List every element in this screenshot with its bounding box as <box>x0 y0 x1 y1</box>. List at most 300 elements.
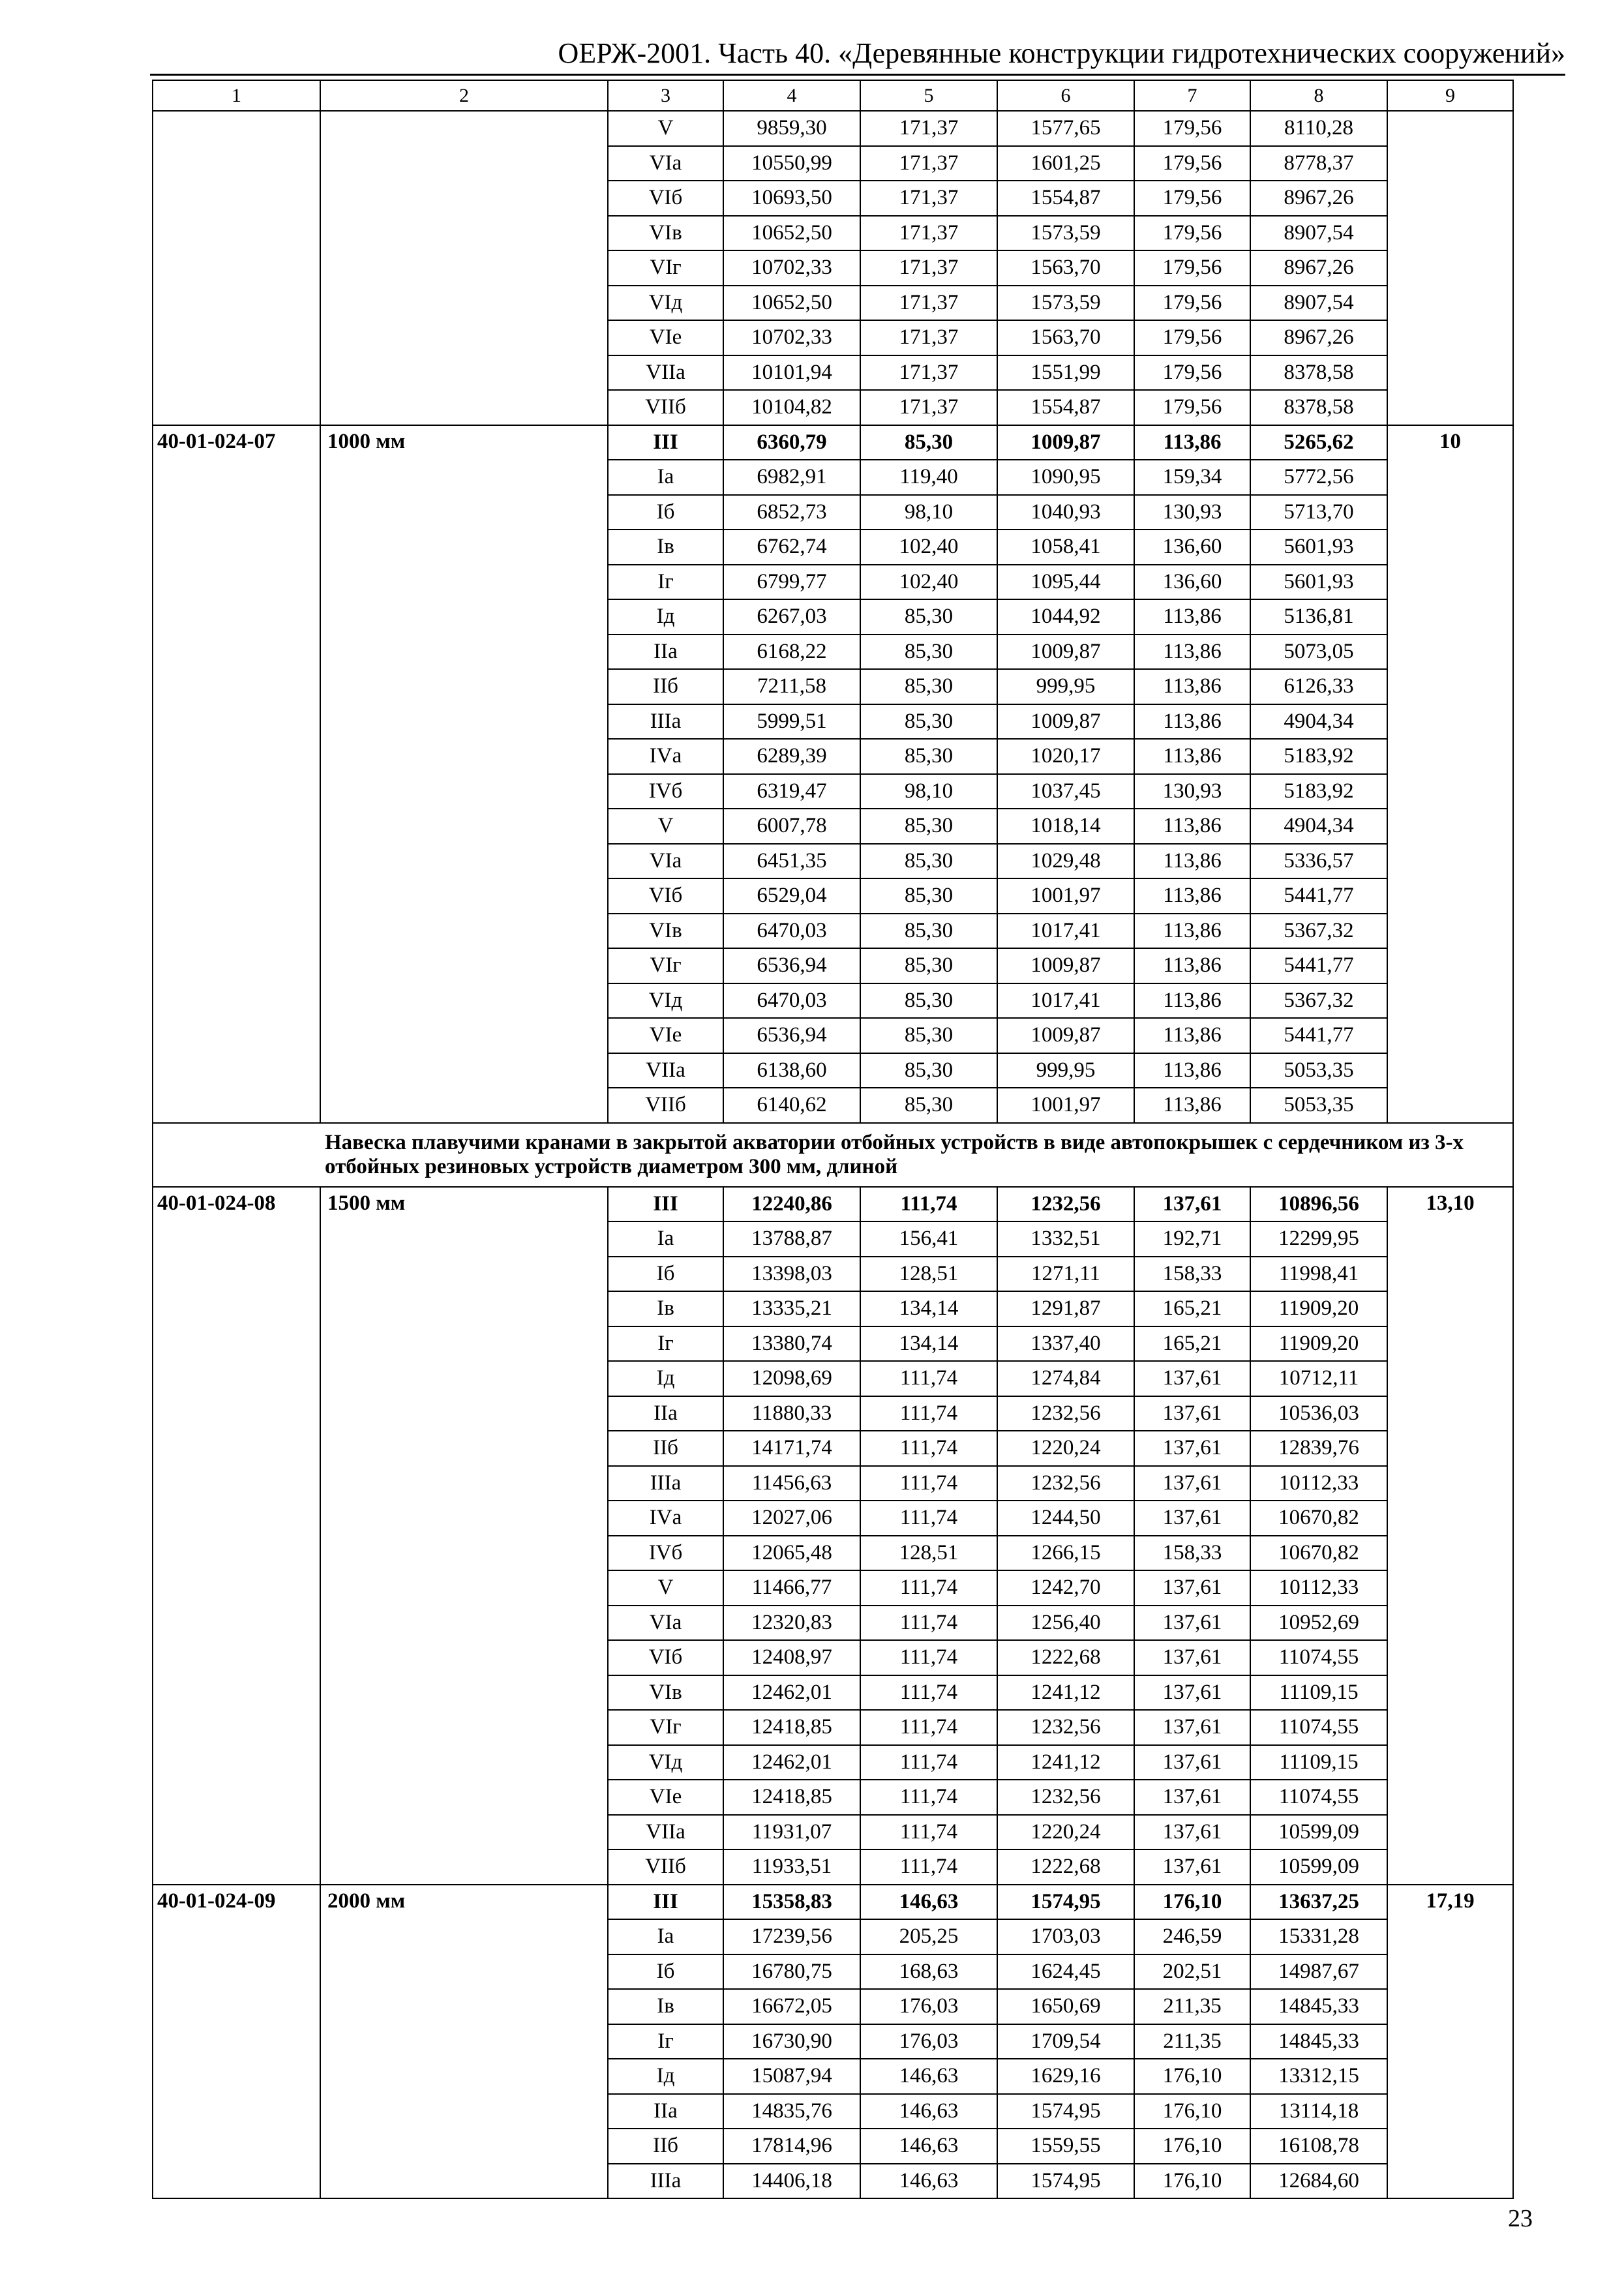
value-cell: 8907,54 <box>1250 286 1387 321</box>
value-cell: 137,61 <box>1134 1745 1250 1780</box>
value-cell: 1337,40 <box>997 1326 1134 1362</box>
value-cell: 137,61 <box>1134 1640 1250 1675</box>
value-cell: 128,51 <box>860 1257 997 1292</box>
value-cell: 137,61 <box>1134 1849 1250 1885</box>
value-cell: 1018,14 <box>997 809 1134 844</box>
value-cell: 10112,33 <box>1250 1466 1387 1501</box>
value-cell: 113,86 <box>1134 669 1250 704</box>
zone-cell: III <box>608 425 723 460</box>
zone-cell: III <box>608 1187 723 1222</box>
value-cell: 1624,45 <box>997 1954 1134 1990</box>
value-cell: 10550,99 <box>723 146 860 181</box>
value-cell: 6852,73 <box>723 495 860 530</box>
value-cell: 113,86 <box>1134 599 1250 635</box>
value-cell: 113,86 <box>1134 844 1250 879</box>
zone-cell: VIе <box>608 1780 723 1815</box>
rate-coefficient: 10 <box>1387 425 1513 1123</box>
value-cell: 14845,33 <box>1250 2024 1387 2059</box>
value-cell: 10101,94 <box>723 355 860 391</box>
zone-cell: IVа <box>608 739 723 774</box>
column-number-cell: 2 <box>320 80 608 111</box>
value-cell: 85,30 <box>860 983 997 1019</box>
value-cell: 171,37 <box>860 146 997 181</box>
blank-coef-cell <box>1387 111 1513 425</box>
value-cell: 146,63 <box>860 2164 997 2199</box>
value-cell: 1232,56 <box>997 1780 1134 1815</box>
table-row <box>153 425 1513 460</box>
value-cell: 8967,26 <box>1250 320 1387 355</box>
value-cell: 5713,70 <box>1250 495 1387 530</box>
value-cell: 134,14 <box>860 1326 997 1362</box>
value-cell: 12098,69 <box>723 1361 860 1396</box>
value-cell: 171,37 <box>860 181 997 216</box>
value-cell: 10104,82 <box>723 390 860 425</box>
value-cell: 146,63 <box>860 1885 997 1920</box>
value-cell: 16730,90 <box>723 2024 860 2059</box>
value-cell: 111,74 <box>860 1501 997 1536</box>
value-cell: 13637,25 <box>1250 1885 1387 1920</box>
value-cell: 85,30 <box>860 669 997 704</box>
value-cell: 8967,26 <box>1250 181 1387 216</box>
value-cell: 179,56 <box>1134 146 1250 181</box>
zone-cell: Iд <box>608 599 723 635</box>
header-rule <box>150 74 1565 76</box>
zone-cell: Iг <box>608 565 723 600</box>
value-cell: 8378,58 <box>1250 355 1387 391</box>
value-cell: 176,10 <box>1134 2094 1250 2129</box>
zone-cell: Iб <box>608 1954 723 1990</box>
value-cell: 1266,15 <box>997 1536 1134 1571</box>
value-cell: 85,30 <box>860 739 997 774</box>
value-cell: 137,61 <box>1134 1431 1250 1466</box>
zone-cell: VIв <box>608 914 723 949</box>
value-cell: 5183,92 <box>1250 774 1387 809</box>
value-cell: 5073,05 <box>1250 635 1387 670</box>
value-cell: 5999,51 <box>723 704 860 740</box>
value-cell: 136,60 <box>1134 530 1250 565</box>
zone-cell: VIе <box>608 1018 723 1053</box>
value-cell: 165,21 <box>1134 1326 1250 1362</box>
value-cell: 11109,15 <box>1250 1675 1387 1711</box>
value-cell: 1244,50 <box>997 1501 1134 1536</box>
value-cell: 13335,21 <box>723 1291 860 1326</box>
value-cell: 10670,82 <box>1250 1536 1387 1571</box>
value-cell: 246,59 <box>1134 1919 1250 1954</box>
column-number-cell: 7 <box>1134 80 1250 111</box>
value-cell: 10652,50 <box>723 216 860 251</box>
value-cell: 6470,03 <box>723 914 860 949</box>
zone-cell: VIIа <box>608 1815 723 1850</box>
value-cell: 12418,85 <box>723 1710 860 1745</box>
rate-code: 40-01-024-07 <box>153 425 320 1123</box>
value-cell: 1220,24 <box>997 1815 1134 1850</box>
value-cell: 1554,87 <box>997 181 1134 216</box>
running-header: ОЕРЖ-2001. Часть 40. «Деревянные конструкции гидротехнических сооружений» <box>558 37 1565 69</box>
value-cell: 1029,48 <box>997 844 1134 879</box>
value-cell: 1037,45 <box>997 774 1134 809</box>
zone-cell: VIб <box>608 878 723 914</box>
value-cell: 179,56 <box>1134 181 1250 216</box>
value-cell: 137,61 <box>1134 1361 1250 1396</box>
value-cell: 5053,35 <box>1250 1088 1387 1123</box>
section-heading-row <box>153 1123 1513 1187</box>
value-cell: 171,37 <box>860 250 997 286</box>
value-cell: 5265,62 <box>1250 425 1387 460</box>
value-cell: 14987,67 <box>1250 1954 1387 1990</box>
value-cell: 113,86 <box>1134 635 1250 670</box>
zone-cell: VIд <box>608 1745 723 1780</box>
value-cell: 12462,01 <box>723 1675 860 1711</box>
value-cell: 5136,81 <box>1250 599 1387 635</box>
zone-cell: VIе <box>608 320 723 355</box>
column-number-cell: 4 <box>723 80 860 111</box>
rate-coefficient: 13,10 <box>1387 1187 1513 1885</box>
value-cell: 85,30 <box>860 948 997 983</box>
value-cell: 10702,33 <box>723 320 860 355</box>
value-cell: 1650,69 <box>997 1989 1134 2024</box>
value-cell: 137,61 <box>1134 1815 1250 1850</box>
value-cell: 179,56 <box>1134 320 1250 355</box>
value-cell: 11998,41 <box>1250 1257 1387 1292</box>
value-cell: 130,93 <box>1134 774 1250 809</box>
value-cell: 6762,74 <box>723 530 860 565</box>
column-number-cell: 5 <box>860 80 997 111</box>
value-cell: 136,60 <box>1134 565 1250 600</box>
zone-cell: VIа <box>608 844 723 879</box>
value-cell: 1709,54 <box>997 2024 1134 2059</box>
value-cell: 13788,87 <box>723 1221 860 1257</box>
value-cell: 14845,33 <box>1250 1989 1387 2024</box>
value-cell: 111,74 <box>860 1431 997 1466</box>
value-cell: 85,30 <box>860 1053 997 1088</box>
zone-cell: Iд <box>608 2059 723 2094</box>
value-cell: 10670,82 <box>1250 1501 1387 1536</box>
value-cell: 6982,91 <box>723 460 860 495</box>
value-cell: 5601,93 <box>1250 565 1387 600</box>
rates-table <box>152 80 1514 2199</box>
value-cell: 6138,60 <box>723 1053 860 1088</box>
value-cell: 211,35 <box>1134 1989 1250 2024</box>
value-cell: 85,30 <box>860 599 997 635</box>
zone-cell: VIд <box>608 286 723 321</box>
value-cell: 12839,76 <box>1250 1431 1387 1466</box>
value-cell: 102,40 <box>860 530 997 565</box>
value-cell: 12320,83 <box>723 1606 860 1641</box>
value-cell: 111,74 <box>860 1815 997 1850</box>
value-cell: 119,40 <box>860 460 997 495</box>
zone-cell: IVа <box>608 1501 723 1536</box>
value-cell: 16780,75 <box>723 1954 860 1990</box>
rate-name: 1000 мм <box>320 425 608 1123</box>
value-cell: 11909,20 <box>1250 1326 1387 1362</box>
value-cell: 176,10 <box>1134 1885 1250 1920</box>
value-cell: 111,74 <box>860 1466 997 1501</box>
zone-cell: IIб <box>608 2129 723 2164</box>
value-cell: 113,86 <box>1134 1053 1250 1088</box>
value-cell: 1573,59 <box>997 216 1134 251</box>
value-cell: 85,30 <box>860 635 997 670</box>
zone-cell: VIIб <box>608 390 723 425</box>
value-cell: 146,63 <box>860 2129 997 2164</box>
value-cell: 171,37 <box>860 286 997 321</box>
rates-table-container <box>152 80 1514 2199</box>
value-cell: 176,10 <box>1134 2129 1250 2164</box>
zone-cell: VIд <box>608 983 723 1019</box>
value-cell: 179,56 <box>1134 250 1250 286</box>
value-cell: 1222,68 <box>997 1849 1134 1885</box>
value-cell: 1271,11 <box>997 1257 1134 1292</box>
value-cell: 1241,12 <box>997 1675 1134 1711</box>
value-cell: 11109,15 <box>1250 1745 1387 1780</box>
value-cell: 137,61 <box>1134 1501 1250 1536</box>
zone-cell: IIIа <box>608 1466 723 1501</box>
zone-cell: Iа <box>608 1221 723 1257</box>
value-cell: 11909,20 <box>1250 1291 1387 1326</box>
value-cell: 85,30 <box>860 844 997 879</box>
value-cell: 1009,87 <box>997 425 1134 460</box>
value-cell: 179,56 <box>1134 286 1250 321</box>
value-cell: 5441,77 <box>1250 878 1387 914</box>
zone-cell: VIIа <box>608 1053 723 1088</box>
zone-cell: IIб <box>608 669 723 704</box>
zone-cell: IIIа <box>608 704 723 740</box>
value-cell: 111,74 <box>860 1780 997 1815</box>
value-cell: 1574,95 <box>997 1885 1134 1920</box>
value-cell: 16672,05 <box>723 1989 860 2024</box>
value-cell: 1220,24 <box>997 1431 1134 1466</box>
rate-name: 2000 мм <box>320 1885 608 2199</box>
value-cell: 113,86 <box>1134 1088 1250 1123</box>
value-cell: 12418,85 <box>723 1780 860 1815</box>
value-cell: 12299,95 <box>1250 1221 1387 1257</box>
value-cell: 999,95 <box>997 669 1134 704</box>
value-cell: 158,33 <box>1134 1536 1250 1571</box>
value-cell: 14406,18 <box>723 2164 860 2199</box>
value-cell: 98,10 <box>860 495 997 530</box>
value-cell: 137,61 <box>1134 1396 1250 1431</box>
zone-cell: V <box>608 1570 723 1606</box>
zone-cell: V <box>608 111 723 146</box>
value-cell: 1009,87 <box>997 1018 1134 1053</box>
value-cell: 176,10 <box>1134 2059 1250 2094</box>
value-cell: 111,74 <box>860 1361 997 1396</box>
zone-cell: VIг <box>608 948 723 983</box>
value-cell: 128,51 <box>860 1536 997 1571</box>
value-cell: 15331,28 <box>1250 1919 1387 1954</box>
value-cell: 137,61 <box>1134 1606 1250 1641</box>
value-cell: 8967,26 <box>1250 250 1387 286</box>
zone-cell: VIIб <box>608 1849 723 1885</box>
value-cell: 1551,99 <box>997 355 1134 391</box>
value-cell: 9859,30 <box>723 111 860 146</box>
value-cell: 1222,68 <box>997 1640 1134 1675</box>
table-body <box>153 80 1513 2198</box>
value-cell: 999,95 <box>997 1053 1134 1088</box>
zone-cell: IIа <box>608 635 723 670</box>
zone-cell: Iа <box>608 460 723 495</box>
value-cell: 1090,95 <box>997 460 1134 495</box>
column-number-cell: 8 <box>1250 80 1387 111</box>
value-cell: 111,74 <box>860 1187 997 1222</box>
value-cell: 1601,25 <box>997 146 1134 181</box>
value-cell: 6289,39 <box>723 739 860 774</box>
value-cell: 12684,60 <box>1250 2164 1387 2199</box>
value-cell: 17239,56 <box>723 1919 860 1954</box>
value-cell: 1232,56 <box>997 1396 1134 1431</box>
value-cell: 6536,94 <box>723 948 860 983</box>
value-cell: 1703,03 <box>997 1919 1134 1954</box>
zone-cell: Iа <box>608 1919 723 1954</box>
zone-cell: IIа <box>608 2094 723 2129</box>
value-cell: 5053,35 <box>1250 1053 1387 1088</box>
zone-cell: Iг <box>608 2024 723 2059</box>
page-number: 23 <box>1508 2205 1533 2232</box>
value-cell: 159,34 <box>1134 460 1250 495</box>
rate-code: 40-01-024-09 <box>153 1885 320 2199</box>
value-cell: 1242,70 <box>997 1570 1134 1606</box>
value-cell: 134,14 <box>860 1291 997 1326</box>
zone-cell: IIб <box>608 1431 723 1466</box>
zone-cell: VIIб <box>608 1088 723 1123</box>
value-cell: 10536,03 <box>1250 1396 1387 1431</box>
rate-coefficient: 17,19 <box>1387 1885 1513 2199</box>
value-cell: 137,61 <box>1134 1710 1250 1745</box>
value-cell: 111,74 <box>860 1396 997 1431</box>
blank-name-cell <box>320 111 608 425</box>
value-cell: 14171,74 <box>723 1431 860 1466</box>
value-cell: 113,86 <box>1134 704 1250 740</box>
value-cell: 1001,97 <box>997 1088 1134 1123</box>
section-heading: Навеска плавучими кранами в закрытой акватории отбойных устройств в виде автопокрышек с сердечником из 3-х отбойных резиновых устройств диаметром 300 мм, длиной <box>153 1123 1513 1187</box>
value-cell: 102,40 <box>860 565 997 600</box>
value-cell: 8378,58 <box>1250 390 1387 425</box>
value-cell: 12240,86 <box>723 1187 860 1222</box>
zone-cell: VIб <box>608 181 723 216</box>
value-cell: 15087,94 <box>723 2059 860 2094</box>
value-cell: 137,61 <box>1134 1466 1250 1501</box>
value-cell: 171,37 <box>860 320 997 355</box>
value-cell: 10693,50 <box>723 181 860 216</box>
value-cell: 158,33 <box>1134 1257 1250 1292</box>
value-cell: 113,86 <box>1134 1018 1250 1053</box>
value-cell: 8110,28 <box>1250 111 1387 146</box>
column-number-row <box>153 80 1513 111</box>
column-number-cell: 9 <box>1387 80 1513 111</box>
value-cell: 6799,77 <box>723 565 860 600</box>
zone-cell: IVб <box>608 774 723 809</box>
table-row <box>153 1187 1513 1222</box>
zone-cell: Iг <box>608 1326 723 1362</box>
zone-cell: Iв <box>608 1989 723 2024</box>
value-cell: 85,30 <box>860 1018 997 1053</box>
zone-cell: V <box>608 809 723 844</box>
value-cell: 11456,63 <box>723 1466 860 1501</box>
value-cell: 1332,51 <box>997 1221 1134 1257</box>
value-cell: 1058,41 <box>997 530 1134 565</box>
value-cell: 16108,78 <box>1250 2129 1387 2164</box>
zone-cell: IIIа <box>608 2164 723 2199</box>
value-cell: 6536,94 <box>723 1018 860 1053</box>
value-cell: 12027,06 <box>723 1501 860 1536</box>
value-cell: 14835,76 <box>723 2094 860 2129</box>
value-cell: 1559,55 <box>997 2129 1134 2164</box>
value-cell: 6267,03 <box>723 599 860 635</box>
value-cell: 85,30 <box>860 425 997 460</box>
value-cell: 10896,56 <box>1250 1187 1387 1222</box>
zone-cell: Iв <box>608 530 723 565</box>
value-cell: 5601,93 <box>1250 530 1387 565</box>
zone-cell: VIб <box>608 1640 723 1675</box>
zone-cell: VIв <box>608 216 723 251</box>
value-cell: 1256,40 <box>997 1606 1134 1641</box>
zone-cell: VIа <box>608 1606 723 1641</box>
value-cell: 98,10 <box>860 774 997 809</box>
zone-cell: Iб <box>608 495 723 530</box>
value-cell: 156,41 <box>860 1221 997 1257</box>
value-cell: 1009,87 <box>997 948 1134 983</box>
value-cell: 6168,22 <box>723 635 860 670</box>
column-number-cell: 3 <box>608 80 723 111</box>
value-cell: 6140,62 <box>723 1088 860 1123</box>
value-cell: 85,30 <box>860 809 997 844</box>
value-cell: 6470,03 <box>723 983 860 1019</box>
zone-cell: VIг <box>608 1710 723 1745</box>
zone-cell: VIIа <box>608 355 723 391</box>
zone-cell: VIг <box>608 250 723 286</box>
value-cell: 13380,74 <box>723 1326 860 1362</box>
zone-cell: Iб <box>608 1257 723 1292</box>
value-cell: 6451,35 <box>723 844 860 879</box>
value-cell: 179,56 <box>1134 216 1250 251</box>
value-cell: 1577,65 <box>997 111 1134 146</box>
value-cell: 1232,56 <box>997 1187 1134 1222</box>
value-cell: 113,86 <box>1134 809 1250 844</box>
value-cell: 113,86 <box>1134 739 1250 774</box>
zone-cell: Iд <box>608 1361 723 1396</box>
zone-cell: VIв <box>608 1675 723 1711</box>
value-cell: 1009,87 <box>997 704 1134 740</box>
table-row <box>153 111 1513 146</box>
value-cell: 1554,87 <box>997 390 1134 425</box>
value-cell: 10712,11 <box>1250 1361 1387 1396</box>
value-cell: 4904,34 <box>1250 704 1387 740</box>
value-cell: 113,86 <box>1134 914 1250 949</box>
value-cell: 171,37 <box>860 111 997 146</box>
value-cell: 137,61 <box>1134 1780 1250 1815</box>
value-cell: 5367,32 <box>1250 983 1387 1019</box>
value-cell: 171,37 <box>860 355 997 391</box>
value-cell: 1574,95 <box>997 2094 1134 2129</box>
value-cell: 111,74 <box>860 1606 997 1641</box>
value-cell: 5441,77 <box>1250 1018 1387 1053</box>
value-cell: 5441,77 <box>1250 948 1387 983</box>
value-cell: 211,35 <box>1134 2024 1250 2059</box>
value-cell: 11074,55 <box>1250 1640 1387 1675</box>
value-cell: 11931,07 <box>723 1815 860 1850</box>
value-cell: 12408,97 <box>723 1640 860 1675</box>
value-cell: 111,74 <box>860 1849 997 1885</box>
value-cell: 11074,55 <box>1250 1710 1387 1745</box>
value-cell: 111,74 <box>860 1745 997 1780</box>
value-cell: 179,56 <box>1134 355 1250 391</box>
value-cell: 113,86 <box>1134 878 1250 914</box>
value-cell: 1044,92 <box>997 599 1134 635</box>
value-cell: 137,61 <box>1134 1187 1250 1222</box>
value-cell: 85,30 <box>860 1088 997 1123</box>
value-cell: 5367,32 <box>1250 914 1387 949</box>
value-cell: 179,56 <box>1134 111 1250 146</box>
value-cell: 11880,33 <box>723 1396 860 1431</box>
